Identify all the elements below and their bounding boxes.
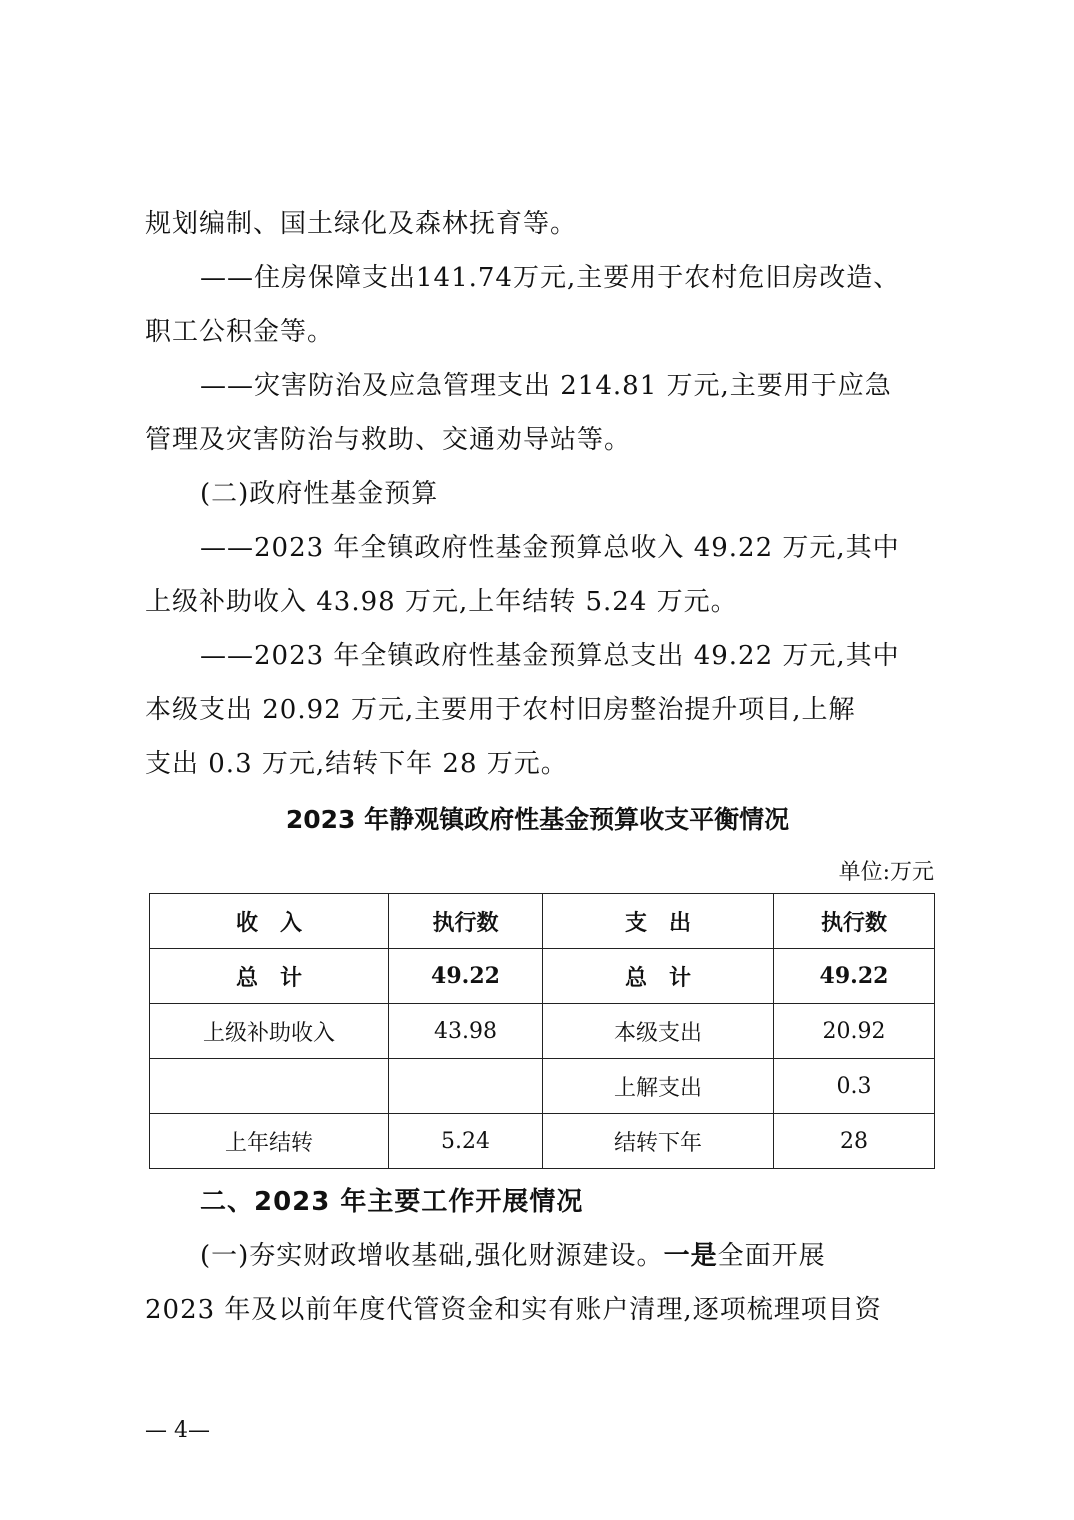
- body-text-line: 管理及灾害防治与救助、交通劝导站等。: [145, 425, 632, 455]
- body-text-line: ——2023 年全镇政府性基金预算总支出 49.22 万元,其中: [200, 641, 900, 671]
- body-text-line: 本级支出 20.92 万元,主要用于农村旧房整治提升项目,上解: [145, 695, 856, 725]
- table-header-row: [150, 894, 935, 949]
- table-cell: 0.3: [774, 1059, 935, 1114]
- body-text-line: ——2023 年全镇政府性基金预算总收入 49.22 万元,其中: [200, 533, 900, 563]
- table-cell: 20.92: [774, 1004, 935, 1059]
- table-cell: 28: [774, 1114, 935, 1169]
- table-cell: [389, 1059, 543, 1114]
- table-cell: 5.24: [389, 1114, 543, 1169]
- table-cell: 49.22: [774, 949, 935, 1004]
- table-cell: 本级支出: [543, 1004, 774, 1059]
- header-expense: 支 出: [543, 894, 774, 949]
- body-text-segment: 全面开展: [717, 1241, 826, 1271]
- body-text-line: [200, 1238, 930, 1274]
- unit-label: 单位:万元: [838, 860, 934, 885]
- table-row: [150, 1004, 935, 1059]
- body-text-line: 上级补助收入 43.98 万元,上年结转 5.24 万元。: [145, 587, 738, 617]
- table-cell: 49.22: [389, 949, 543, 1004]
- table-cell: 上年结转: [150, 1114, 389, 1169]
- table-cell: 结转下年: [543, 1114, 774, 1169]
- body-text-line: 支出 0.3 万元,结转下年 28 万元。: [145, 749, 568, 779]
- body-text-line: ——灾害防治及应急管理支出 214.81 万元,主要用于应急: [200, 371, 892, 401]
- body-text-line: 2023 年及以前年度代管资金和实有账户清理,逐项梳理项目资: [145, 1295, 882, 1325]
- header-amount-expense: 执行数: [774, 894, 935, 949]
- section-heading: 二、2023 年主要工作开展情况: [200, 1187, 584, 1217]
- fund-balance-table: [149, 893, 935, 1169]
- header-income: 收 入: [150, 894, 389, 949]
- table-row: [150, 1114, 935, 1169]
- body-text-line: ——住房保障支出141.74万元,主要用于农村危旧房改造、: [200, 263, 901, 293]
- body-text-segment: (一)夯实财政增收基础,强化财源建设。: [200, 1241, 664, 1271]
- body-text-line: 规划编制、国土绿化及森林抚育等。: [145, 209, 578, 239]
- header-amount-income: 执行数: [389, 894, 543, 949]
- table-row: [150, 1059, 935, 1114]
- table-cell: 总 计: [543, 949, 774, 1004]
- section-subheading: (二)政府性基金预算: [200, 479, 439, 509]
- table-total-row: [150, 949, 935, 1004]
- table-cell: 43.98: [389, 1004, 543, 1059]
- table-cell: [150, 1059, 389, 1114]
- body-text-line: 职工公积金等。: [145, 317, 335, 347]
- emphasis-text: 一是: [663, 1241, 718, 1271]
- table-cell: 总 计: [150, 949, 389, 1004]
- table-cell: 上解支出: [543, 1059, 774, 1114]
- table-title: 2023 年静观镇政府性基金预算收支平衡情况: [285, 805, 790, 834]
- table-cell: 上级补助收入: [150, 1004, 389, 1059]
- page-number: — 4—: [145, 1418, 210, 1443]
